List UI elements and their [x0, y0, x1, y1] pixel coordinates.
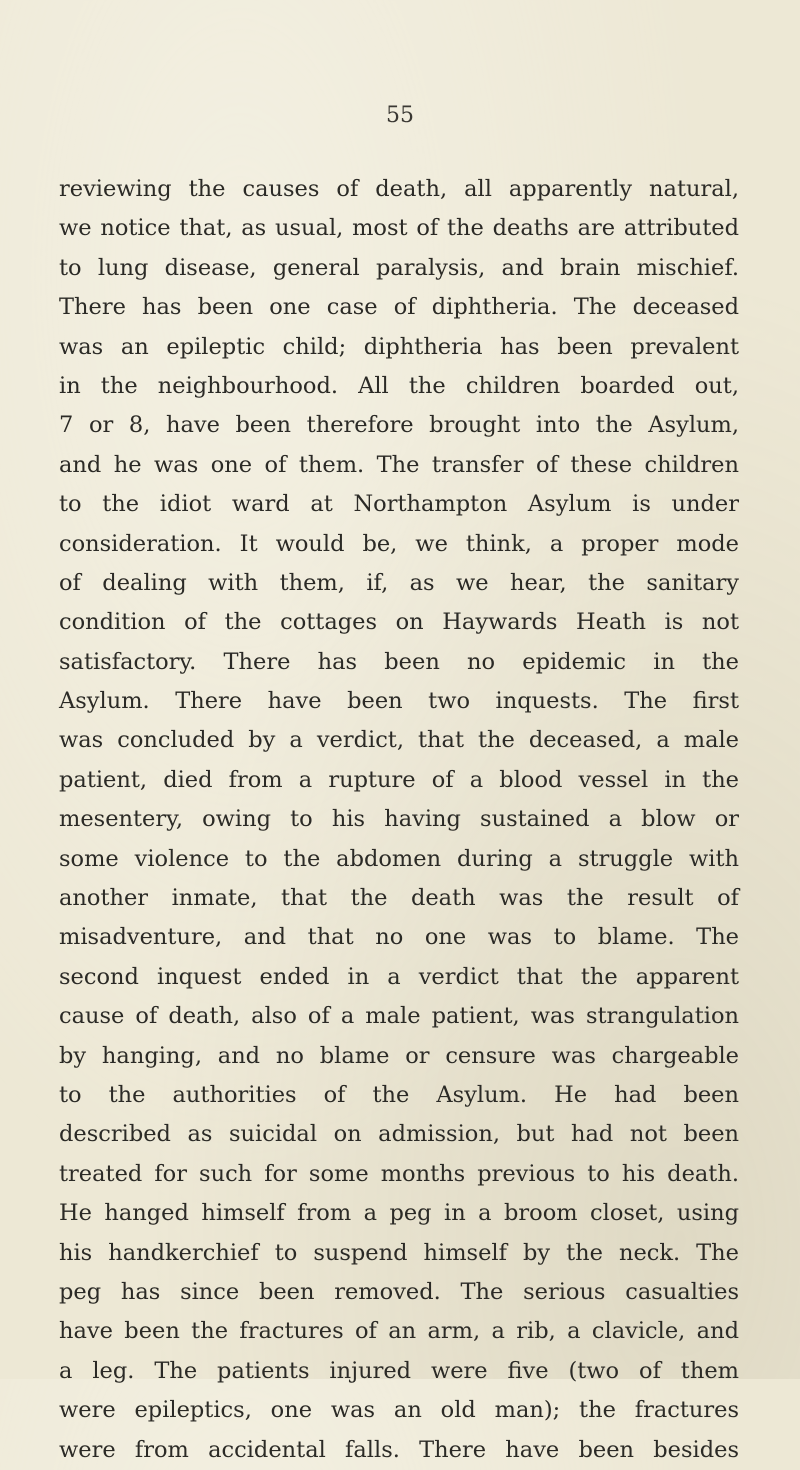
page-number: 55	[386, 103, 414, 128]
text-line: by hanging, and no blame or censure was chargeable	[59, 1042, 739, 1069]
text-line: misadventure, and that no one was to blame. The	[59, 924, 739, 951]
text-line: was concluded by a verdict, that the deceased, a male	[59, 727, 739, 754]
text-line: 7 or 8, have been therefore brought into the Asylum,	[59, 412, 739, 439]
text-line: of dealing with them, if, as we hear, the sanitary	[59, 569, 739, 596]
text-line: peg has since been removed. The serious casualties	[59, 1278, 739, 1305]
text-line: patient, died from a rupture of a blood vessel in the	[59, 766, 739, 793]
text-line: we notice that, as usual, most of the deaths are attributed	[59, 215, 739, 242]
text-line: to lung disease, general paralysis, and brain mischief.	[59, 254, 739, 281]
text-line: were epileptics, one was an old man); the fractures	[59, 1397, 739, 1424]
text-line: condition of the cottages on Haywards Heath is not	[59, 609, 739, 636]
text-line: were from accidental falls. There have been besides	[59, 1436, 739, 1463]
text-line: treated for such for some months previous to his death.	[59, 1160, 739, 1187]
text-line: another inmate, that the death was the result of	[59, 885, 739, 912]
text-line: some violence to the abdomen during a struggle with	[59, 845, 739, 872]
text-line: Asylum. There have been two inquests. The first	[59, 688, 739, 715]
text-line: described as suicidal on admission, but had not been	[59, 1121, 739, 1148]
text-line: There has been one case of diphtheria. The deceased	[59, 294, 739, 321]
text-line: in the neighbourhood. All the children boarded out,	[59, 372, 739, 399]
text-line: was an epileptic child; diphtheria has been prevalent	[59, 333, 739, 360]
body-text	[59, 170, 739, 1470]
text-line: He hanged himself from a peg in a broom closet, using	[59, 1200, 739, 1227]
text-line: a leg. The patients injured were five (two of them	[59, 1357, 739, 1384]
text-line: cause of death, also of a male patient, was strangulation	[59, 1003, 739, 1030]
text-line: satisfactory. There has been no epidemic in the	[59, 648, 739, 675]
text-line: have been the fractures of an arm, a rib, a clavicle, and	[59, 1318, 739, 1345]
text-line: reviewing the causes of death, all apparently natural,	[59, 176, 739, 202]
text-line: to the authorities of the Asylum. He had been	[59, 1081, 739, 1108]
text-line: mesentery, owing to his having sustained a blow or	[59, 806, 739, 833]
text-line: and he was one of them. The transfer of these children	[59, 451, 739, 478]
text-line: his handkerchief to suspend himself by the neck. The	[59, 1239, 739, 1266]
text-line: second inquest ended in a verdict that the apparent	[59, 963, 739, 990]
text-line: to the idiot ward at Northampton Asylum is under	[59, 491, 739, 518]
text-line: consideration. It would be, we think, a proper mode	[59, 530, 739, 557]
